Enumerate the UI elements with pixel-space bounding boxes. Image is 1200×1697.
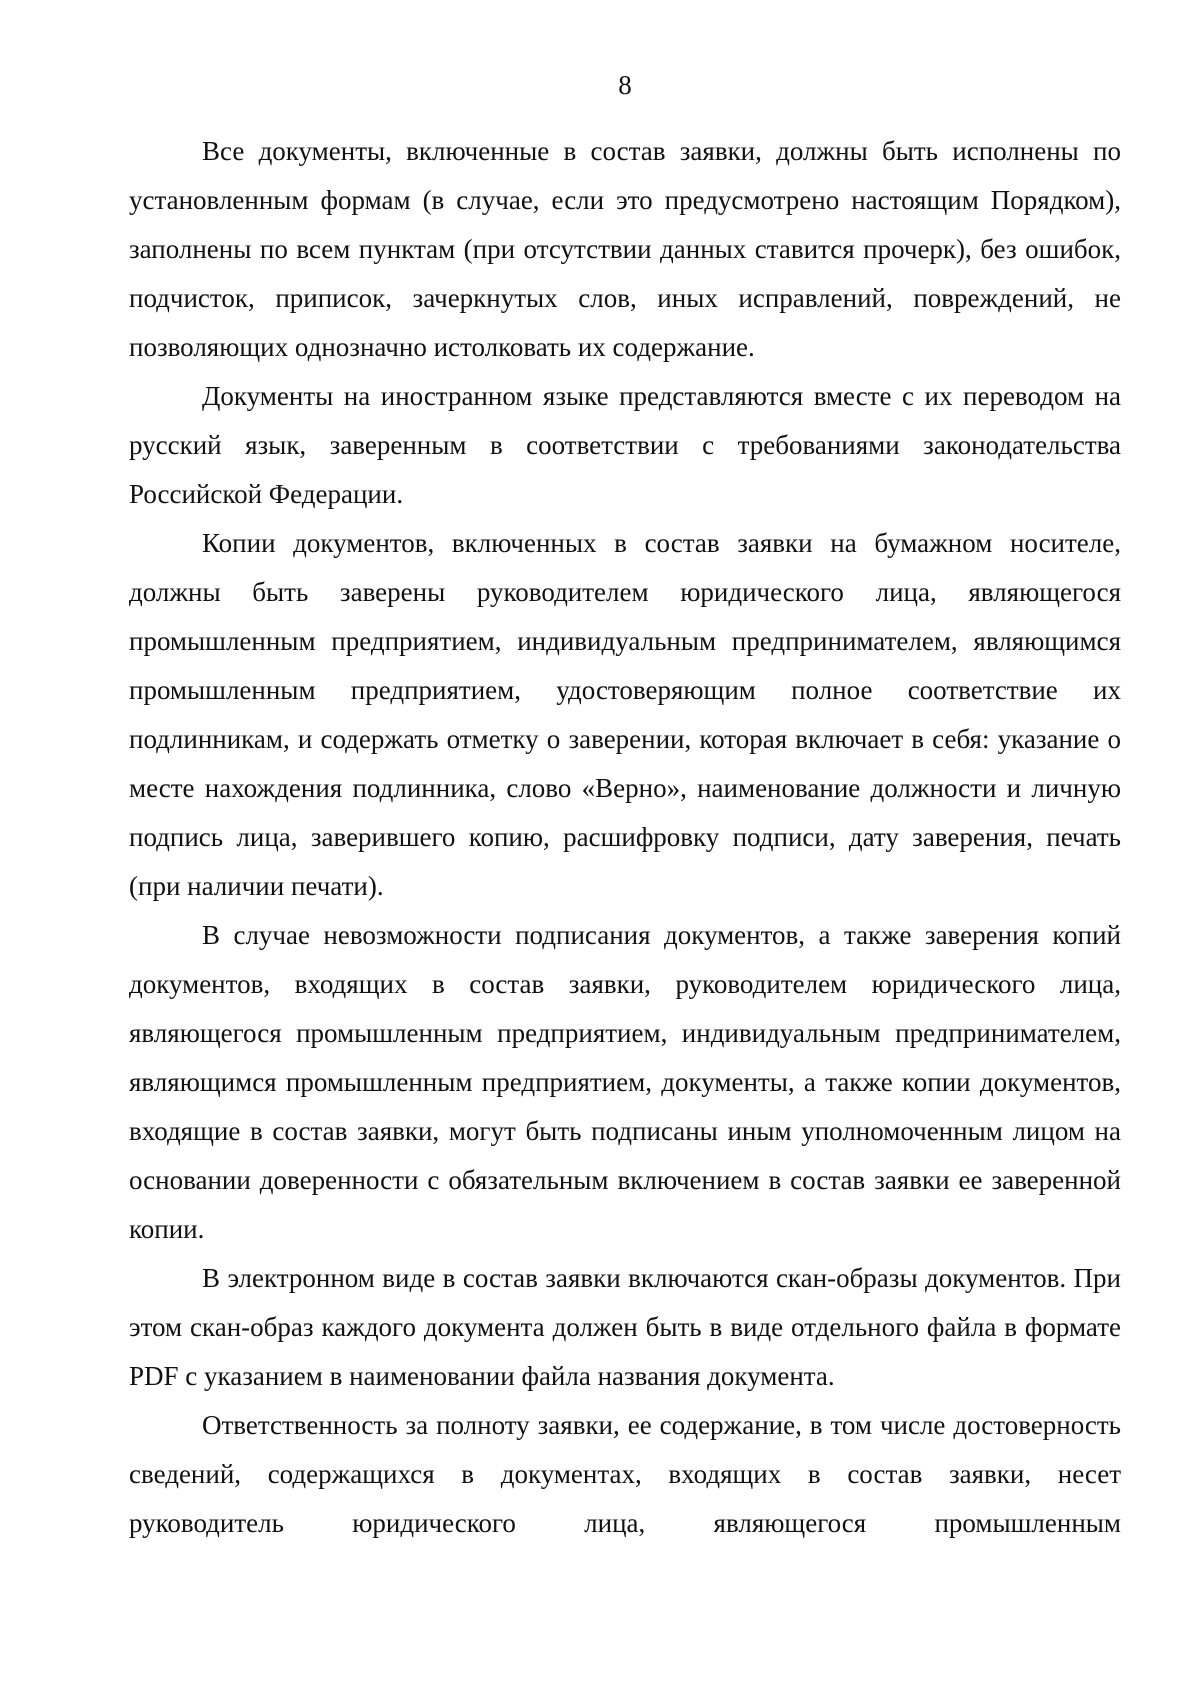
document-body (129, 127, 1121, 1548)
paragraph-responsibility: Ответственность за полноту заявки, ее содержание, в том числе достоверность сведений, содержащихся в документах, входящих в состав заявки, несет руководитель юридического лица, являющегося промышленным (129, 1410, 1121, 1538)
paragraph-electronic-scans: В электронном виде в состав заявки включаются скан-образы документов. При этом скан-образ каждого документа должен быть в виде отдельного файла в формате PDF с указанием в наименовании файла названия документа. (129, 1263, 1121, 1391)
page-number: 8 (618, 70, 632, 100)
paragraph-foreign-language: Документы на иностранном языке представляются вместе с их переводом на русский язык, заверенным в соответствии с требованиями законодательства Российской Федерации. (129, 381, 1121, 509)
paragraph-copies-certification: Копии документов, включенных в состав заявки на бумажном носителе, должны быть заверены руководителем юридического лица, являющегося промышленным предприятием, индивидуальным предпринимателем, являющимся промышленным предприятием, удостоверяющим полное соответствие их подлинникам, и содержать отметку о заверении, которая включает в себя: указание о месте нахождения подлинника, слово «Верно», наименование должности и личную подпись лица, заверившего копию, расшифровку подписи, дату заверения, печать (при наличии печати). (129, 528, 1121, 901)
paragraph-documents-requirements: Все документы, включенные в состав заявки, должны быть исполнены по установленным формам (в случае, если это предусмотрено настоящим Порядком), заполнены по всем пунктам (при отсутствии данных ставится прочерк), без ошибок, подчисток, приписок, зачеркнутых слов, иных исправлений, повреждений, не позволяющих однозначно истолковать их содержание. (129, 136, 1121, 362)
paragraph-signing-by-proxy: В случае невозможности подписания документов, а также заверения копий документов, входящих в состав заявки, руководителем юридического лица, являющегося промышленным предприятием, индивидуальным предпринимателем, являющимся промышленным предприятием, документы, а также копии документов, входящие в состав заявки, могут быть подписаны иным уполномоченным лицом на основании доверенности с обязательным включением в состав заявки ее заверенной копии. (129, 920, 1121, 1244)
